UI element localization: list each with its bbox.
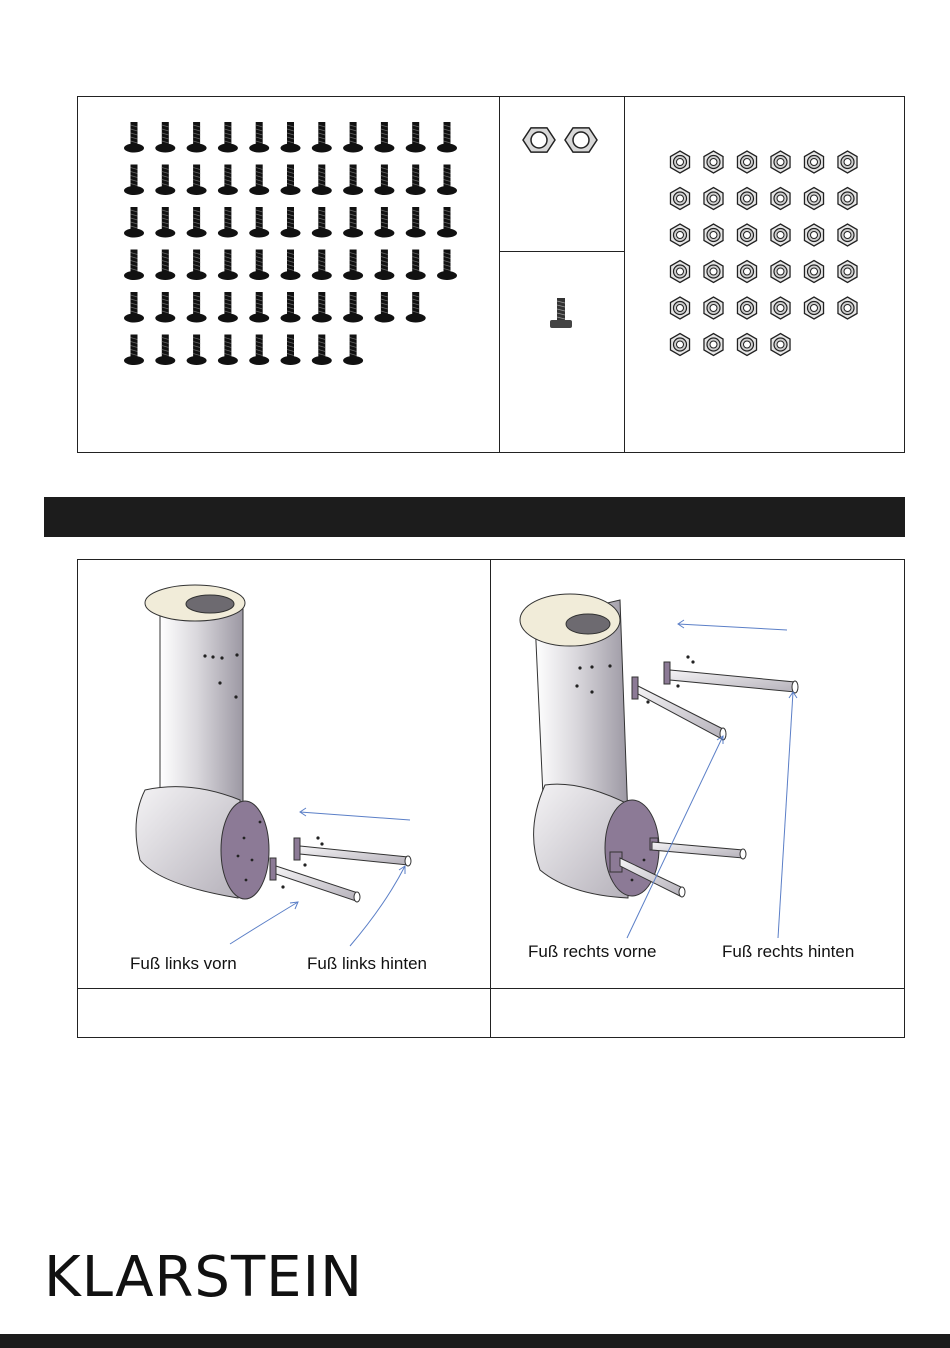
brand-logo: KLARSTEIN — [44, 1245, 363, 1310]
label-left-back: Fuß links hinten — [307, 954, 427, 973]
footer-bar — [0, 1334, 950, 1348]
label-right-back: Fuß rechts hinten — [722, 942, 855, 961]
label-right-front: Fuß rechts vorne — [528, 942, 657, 961]
label-left-front: Fuß links vorn — [130, 954, 237, 973]
